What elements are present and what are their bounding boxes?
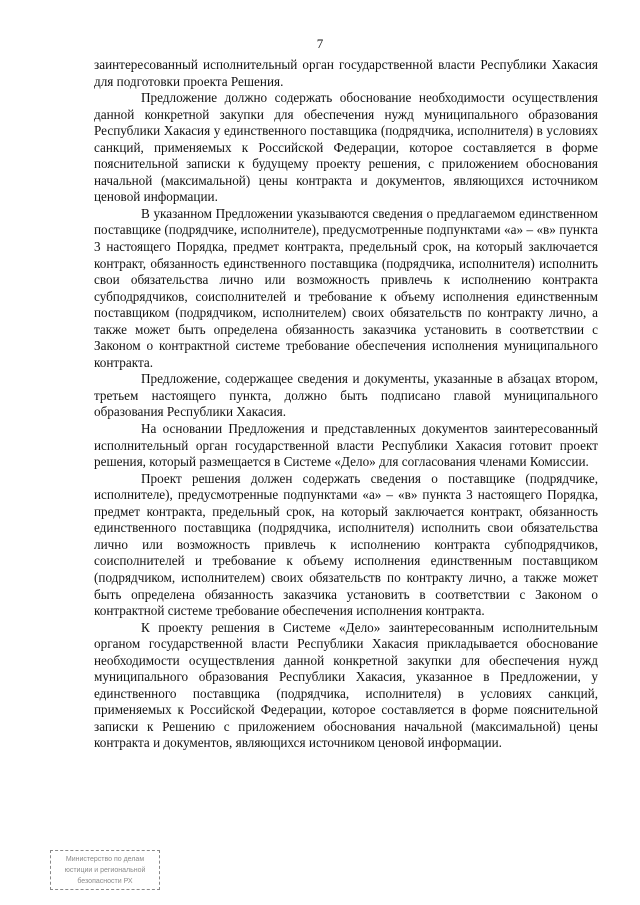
stamp-line-1: Министерство по делам — [65, 856, 145, 863]
paragraph-3: В указанном Предложении указываются сведения о предлагаемом единственном поставщике (подрядчике, исполнителе), предусмотренные подпунктами «а» – «в» пункта 3 настоящего Порядка, предмет контракта, предельный срок, на который заключается контракт, обязанность единственного поставщика (подрядчика, исполнителя) исполнить свои обязательства лично или возможность привлечь к исполнению контракта субподрядчиков, соисполнителей и требование к объему исполнения единственным поставщиком (подрядчиком, исполнителем) своих обязательств по контракту лично, а также может быть определена обязанность заказчика установить в соответствии с Законом о контрактной системе требование обеспечения исполнения муниципального контракта. — [94, 205, 598, 370]
paragraph-5: На основании Предложения и представленных документов заинтересованный исполнительный орган государственной власти Республики Хакасия готовит проект решения, который размещается в Системе «Дело» для согласования членами Комиссии. — [94, 421, 598, 470]
paragraph-1: заинтересованный исполнительный орган государственной власти Республики Хакасия для подготовки проекта Решения. — [94, 57, 598, 89]
paragraph-6: Проект решения должен содержать сведения о поставщике (подрядчике, исполнителе), предусмотренные подпунктами «а» – «в» пункта 3 настоящего Порядка, предмет контракта, предельный срок, на который заключается контракт, обязанность единственного поставщика (подрядчика, исполнителя) исполнить свои обязательства лично или возможность привлечь к исполнению контракта субподрядчиков, соисполнителей и требование к объему исполнения единственным поставщиком (подрядчиком, исполнителем) своих обязательств по контракту лично, а также может быть определена обязанность заказчика установить в соответствии с Законом о контрактной системе требование обеспечения исполнения контракта. — [94, 470, 598, 619]
registration-stamp — [50, 850, 160, 890]
stamp-line-3: безопасности РХ — [77, 878, 133, 885]
document-body — [94, 57, 598, 752]
stamp-line-2: юстиции и региональной — [64, 867, 146, 874]
paragraph-4: Предложение, содержащее сведения и документы, указанные в абзацах втором, третьем настоящего пункта, должно быть подписано главой муниципального образования Республики Хакасия. — [94, 371, 598, 420]
paragraph-7: К проекту решения в Системе «Дело» заинтересованным исполнительным органом государственной власти Республики Хакасия прикладывается обоснование необходимости осуществления данной конкретной закупки для обеспечения нужд муниципального образования Республики Хакасия, указанное в Предложении, у единственного поставщика (подрядчика, исполнителя) в условиях санкций, применяемых к Российской Федерации, которое составляется в форме пояснительной записки к Решению с приложением обоснования начальной (максимальной) цены контракта и документов, являющихся источником ценовой информации. — [94, 619, 598, 751]
page-number: 7 — [316, 36, 324, 51]
paragraph-2: Предложение должно содержать обоснование необходимости осуществления данной конкретной закупки для обеспечения нужд муниципального образования Республики Хакасия у единственного поставщика (подрядчика, исполнителя) в условиях санкций, применяемых к Российской Федерации, которое составляется в форме пояснительной записки к будущему проекту решения, с приложением обоснования начальной (максимальной) цены контракта и документов, являющихся источником ценовой информации. — [94, 90, 598, 205]
